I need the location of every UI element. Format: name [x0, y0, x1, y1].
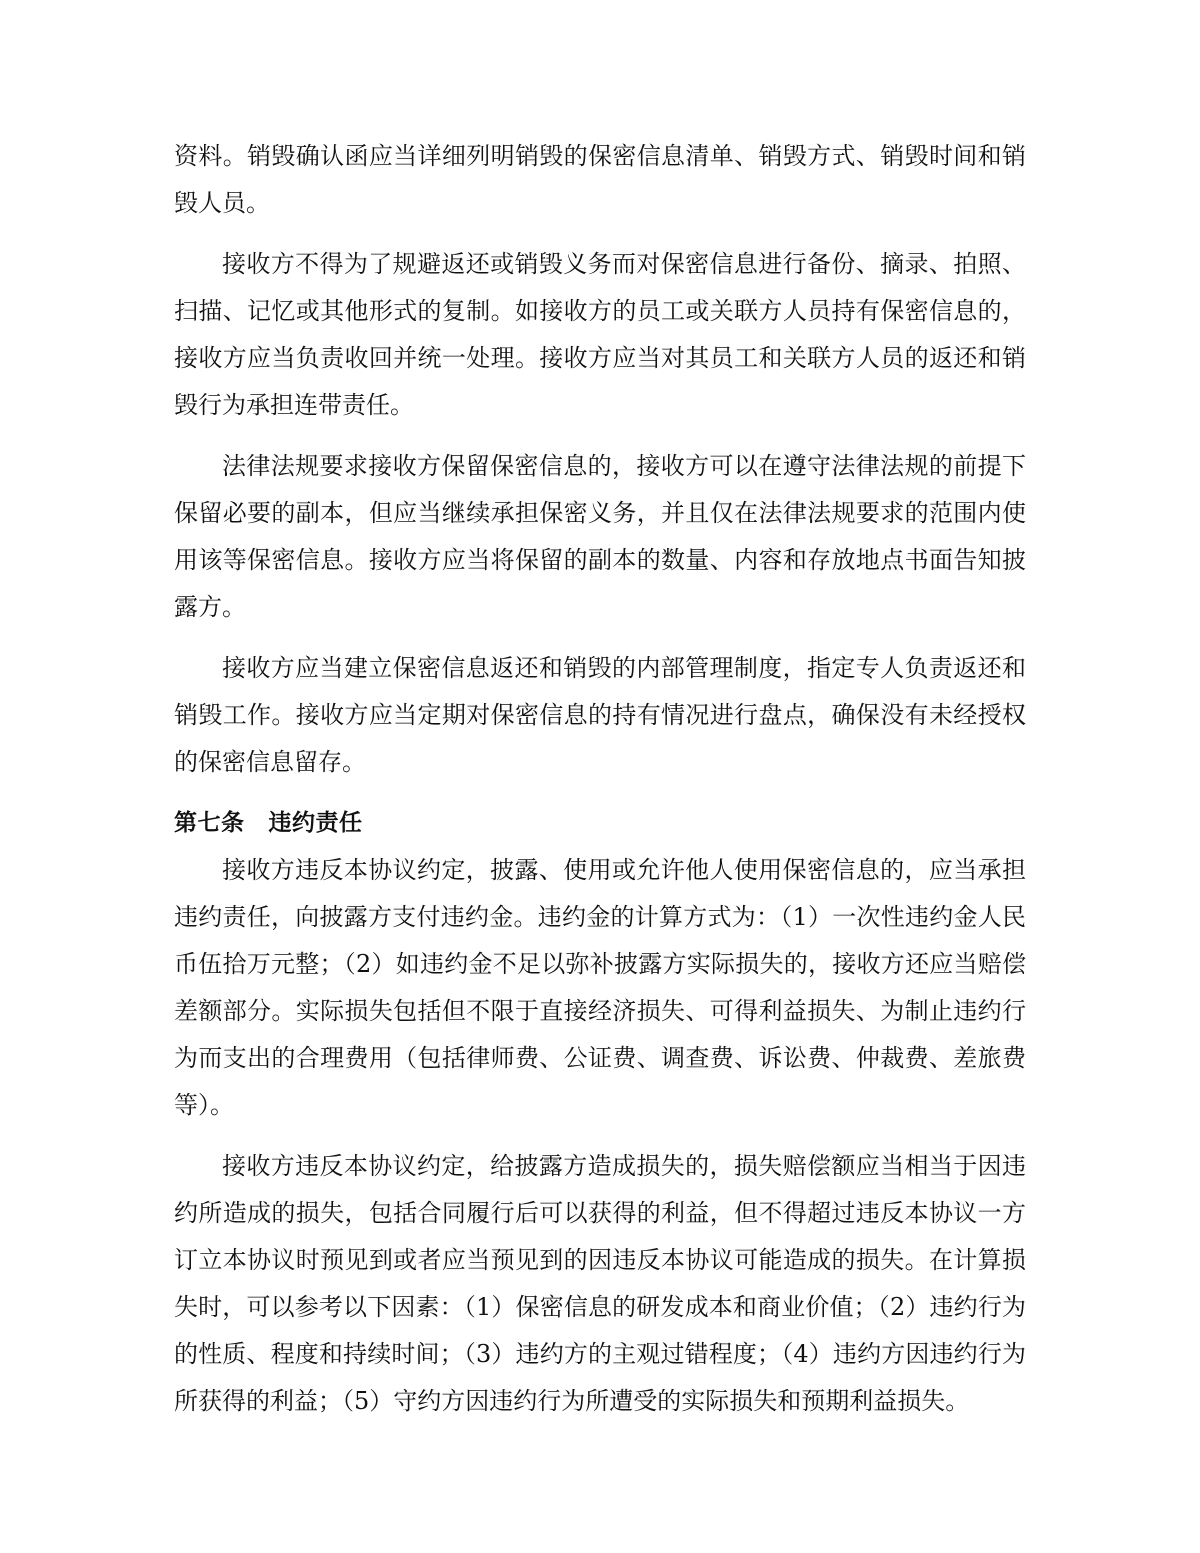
paragraph-internal-management: 接收方应当建立保密信息返还和销毁的内部管理制度，指定专人负责返还和销毁工作。接收方应当定期对保密信息的持有情况进行盘点，确保没有未经授权的保密信息留存。 [174, 654, 1026, 776]
paragraph-legal-retention: 法律法规要求接收方保留保密信息的，接收方可以在遵守法律法规的前提下保留必要的副本，但应当继续承担保密义务，并且仅在法律法规要求的范围内使用该等保密信息。接收方应当将保留的副本的数量、内容和存放地点书面告知披露方。 [174, 452, 1026, 621]
paragraph-destruction-confirmation: 资料。销毁确认函应当详细列明销毁的保密信息清单、销毁方式、销毁时间和销毁人员。 [174, 142, 1026, 217]
section-number: 第七条 [174, 810, 245, 836]
paragraph-no-copying: 接收方不得为了规避返还或销毁义务而对保密信息进行备份、摘录、拍照、扫描、记忆或其他形式的复制。如接收方的员工或关联方人员持有保密信息的，接收方应当负责收回并统一处理。接收方应当对其员工和关联方人员的返还和销毁行为承担连带责任。 [174, 250, 1026, 419]
paragraph-liquidated-damages: 接收方违反本协议约定，披露、使用或允许他人使用保密信息的，应当承担违约责任，向披露方支付违约金。违约金的计算方式为：（1）一次性违约金人民币伍拾万元整；（2）如违约金不足以弥补披露方实际损失的，接收方还应当赔偿差额部分。实际损失包括但不限于直接经济损失、可得利益损失、为制止违约行为而支出的合理费用（包括律师费、公证费、调查费、诉讼费、仲裁费、差旅费等）。 [174, 856, 1026, 1119]
section-title: 违约责任 [268, 810, 363, 836]
document-body [174, 133, 1026, 1439]
paragraph-loss-compensation: 接收方违反本协议约定，给披露方造成损失的，损失赔偿额应当相当于因违约所造成的损失，包括合同履行后可以获得的利益，但不得超过违反本协议一方订立本协议时预见到或者应当预见到的因违反本协议可能造成的损失。在计算损失时，可以参考以下因素：（1）保密信息的研发成本和商业价值；（2）违约行为的性质、程度和持续时间；（3）违约方的主观过错程度；（4）违约方因违约行为所获得的利益；（5）守约方因违约行为所遭受的实际损失和预期利益损失。 [174, 1152, 1026, 1415]
section-heading [174, 800, 1026, 847]
